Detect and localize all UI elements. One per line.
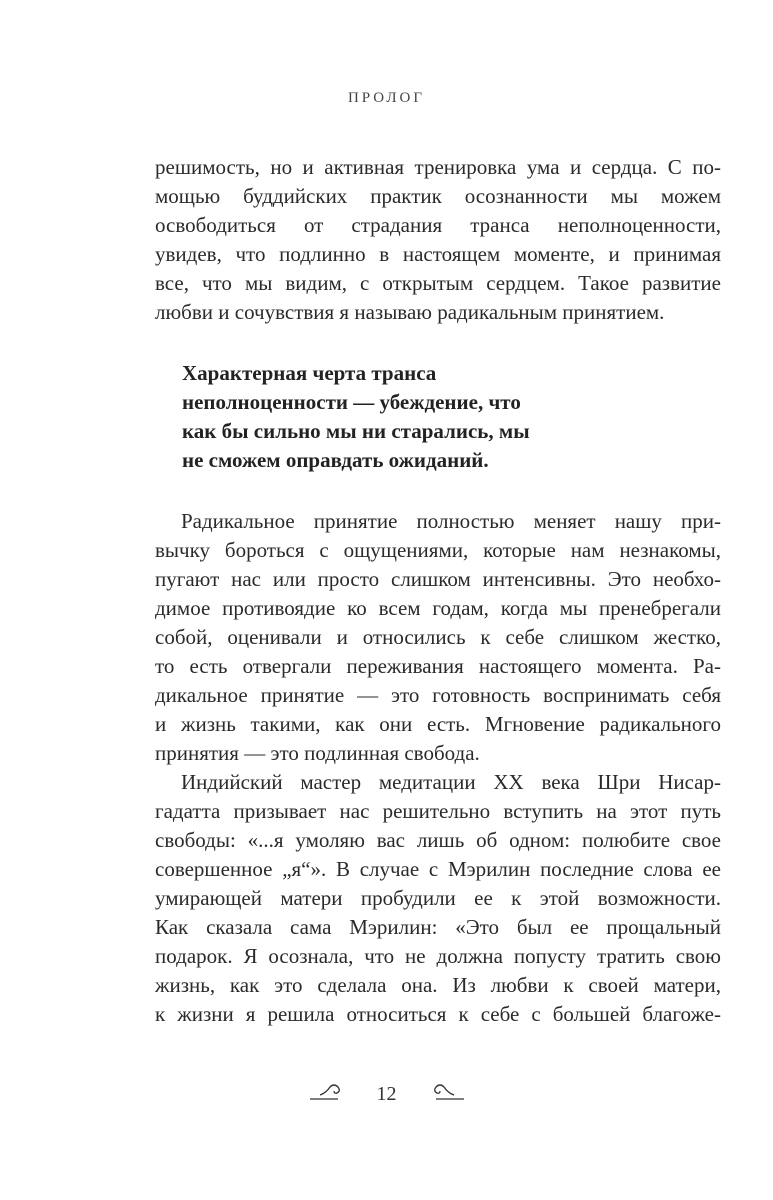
text-line: к жизни я решила относиться к себе с большей благоже-: [155, 1002, 721, 1026]
running-header: ПРОЛОГ: [347, 90, 426, 106]
text-line: совершенное „я“». В случае с Мэрилин последние слова ее: [155, 857, 721, 881]
text-line: собой, оценивали и относились к себе слишком жестко,: [155, 625, 721, 649]
text-line: дикальное принятие — это готовность воспринимать себя: [155, 683, 721, 707]
text-line: мощью буддийских практик осознанности мы можем: [155, 184, 721, 208]
text-line: Радикальное принятие полностью меняет нашу при-: [181, 509, 721, 533]
text-line: димое противоядие ко всем годам, когда мы пренебрегали: [155, 596, 721, 620]
text-line: пугают нас или просто слишком интенсивны. Это необхо-: [155, 567, 721, 591]
text-line: и жизнь такими, как они есть. Мгновение радикального: [155, 712, 721, 736]
left-ornament-icon: [308, 1080, 354, 1108]
text-line: вычку бороться с ощущениями, которые нам незнакомы,: [155, 538, 721, 562]
text-line: принятия — это подлинная свобода.: [155, 741, 480, 765]
text-line: освободиться от страдания транса неполноценности,: [155, 213, 721, 237]
pull-quote: [182, 359, 622, 475]
quote-line: не сможем оправдать ожиданий.: [182, 448, 489, 472]
text-line: свободы: «...я умоляю вас лишь об одном: полюбите свое: [155, 828, 721, 852]
text-line: умирающей матери пробудили ее к этой возможности.: [155, 886, 721, 910]
quote-line: как бы сильно мы ни старались, мы: [182, 419, 530, 443]
paragraph-2: [155, 507, 721, 768]
text-line: подарок. Я осознала, что не должна попусту тратить свою: [155, 944, 721, 968]
text-line: увидев, что подлинно в настоящем моменте, и принимая: [155, 242, 721, 266]
text-line: решимость, но и активная тренировка ума и сердца. С по-: [155, 155, 721, 179]
text-line: гадатта призывает нас решительно вступить на этот путь: [155, 799, 721, 823]
paragraph-1: [155, 153, 721, 327]
text-line: жизнь, как это сделала она. Из любви к своей матери,: [155, 973, 721, 997]
text-line: Как сказала сама Мэрилин: «Это был ее прощальный: [155, 915, 721, 939]
text-line: все, что мы видим, с открытым сердцем. Такое развитие: [155, 271, 721, 295]
text-line: то есть отвергали переживания настоящего момента. Ра-: [155, 654, 721, 678]
right-ornament-icon: [420, 1080, 466, 1108]
text-line: любви и сочувствия я называю радикальным принятием.: [155, 300, 665, 324]
page-footer: [0, 1080, 773, 1108]
page-number: 12: [376, 1082, 397, 1105]
quote-line: Характерная черта транса: [182, 361, 437, 385]
paragraph-3: [155, 768, 721, 1029]
text-line: Индийский мастер медитации XX века Шри Нисар-: [181, 770, 721, 794]
quote-line: неполноценности — убеждение, что: [182, 390, 521, 414]
